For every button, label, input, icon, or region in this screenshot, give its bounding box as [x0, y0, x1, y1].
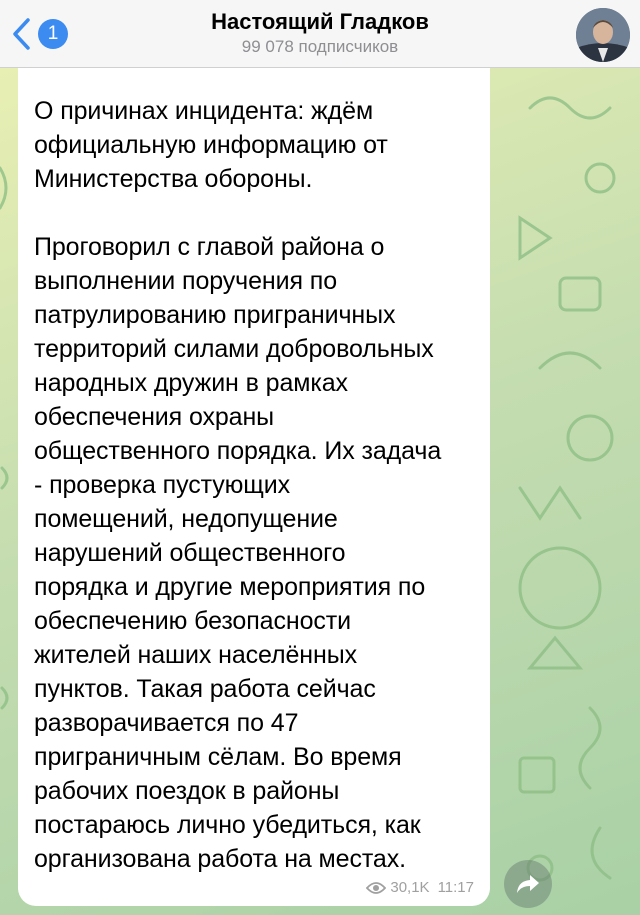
chat-area[interactable] — [0, 68, 640, 915]
channel-info[interactable] — [120, 8, 520, 58]
chevron-left-icon — [8, 14, 34, 54]
channel-title: Настоящий Гладков — [211, 9, 429, 34]
view-count: 30,1K — [390, 879, 430, 896]
eye-icon — [366, 881, 386, 895]
message-meta — [366, 879, 474, 896]
message-time: 11:17 — [437, 879, 474, 896]
share-arrow-icon — [516, 873, 540, 895]
message-bubble[interactable] — [18, 68, 490, 906]
subscriber-count: 99 078 подписчиков — [241, 37, 399, 56]
share-button[interactable] — [504, 860, 552, 908]
message-text: О причинах инцидента: ждём официальную информацию от Министерства обороны. Проговорил с главой района о выполнении поручения по патрулированию приграничных территорий силами добровольных народных дружин в рамках обеспечения охраны общественного порядка. Их задача - проверка пустующих помещений, недопущение нарушений общественного порядка и другие мероприятия по обеспечению безопасности жителей наших населённых пунктов. Такая работа сейчас разворачивается по 47 приграничным сёлам. Во время рабочих поездок в районы постараюсь лично убедиться, как организована работа на местах. — [34, 97, 442, 873]
avatar-photo — [576, 8, 630, 62]
unread-badge: 1 — [38, 19, 68, 49]
channel-avatar[interactable] — [576, 8, 630, 62]
back-button[interactable] — [8, 14, 68, 54]
chat-header — [0, 0, 640, 68]
